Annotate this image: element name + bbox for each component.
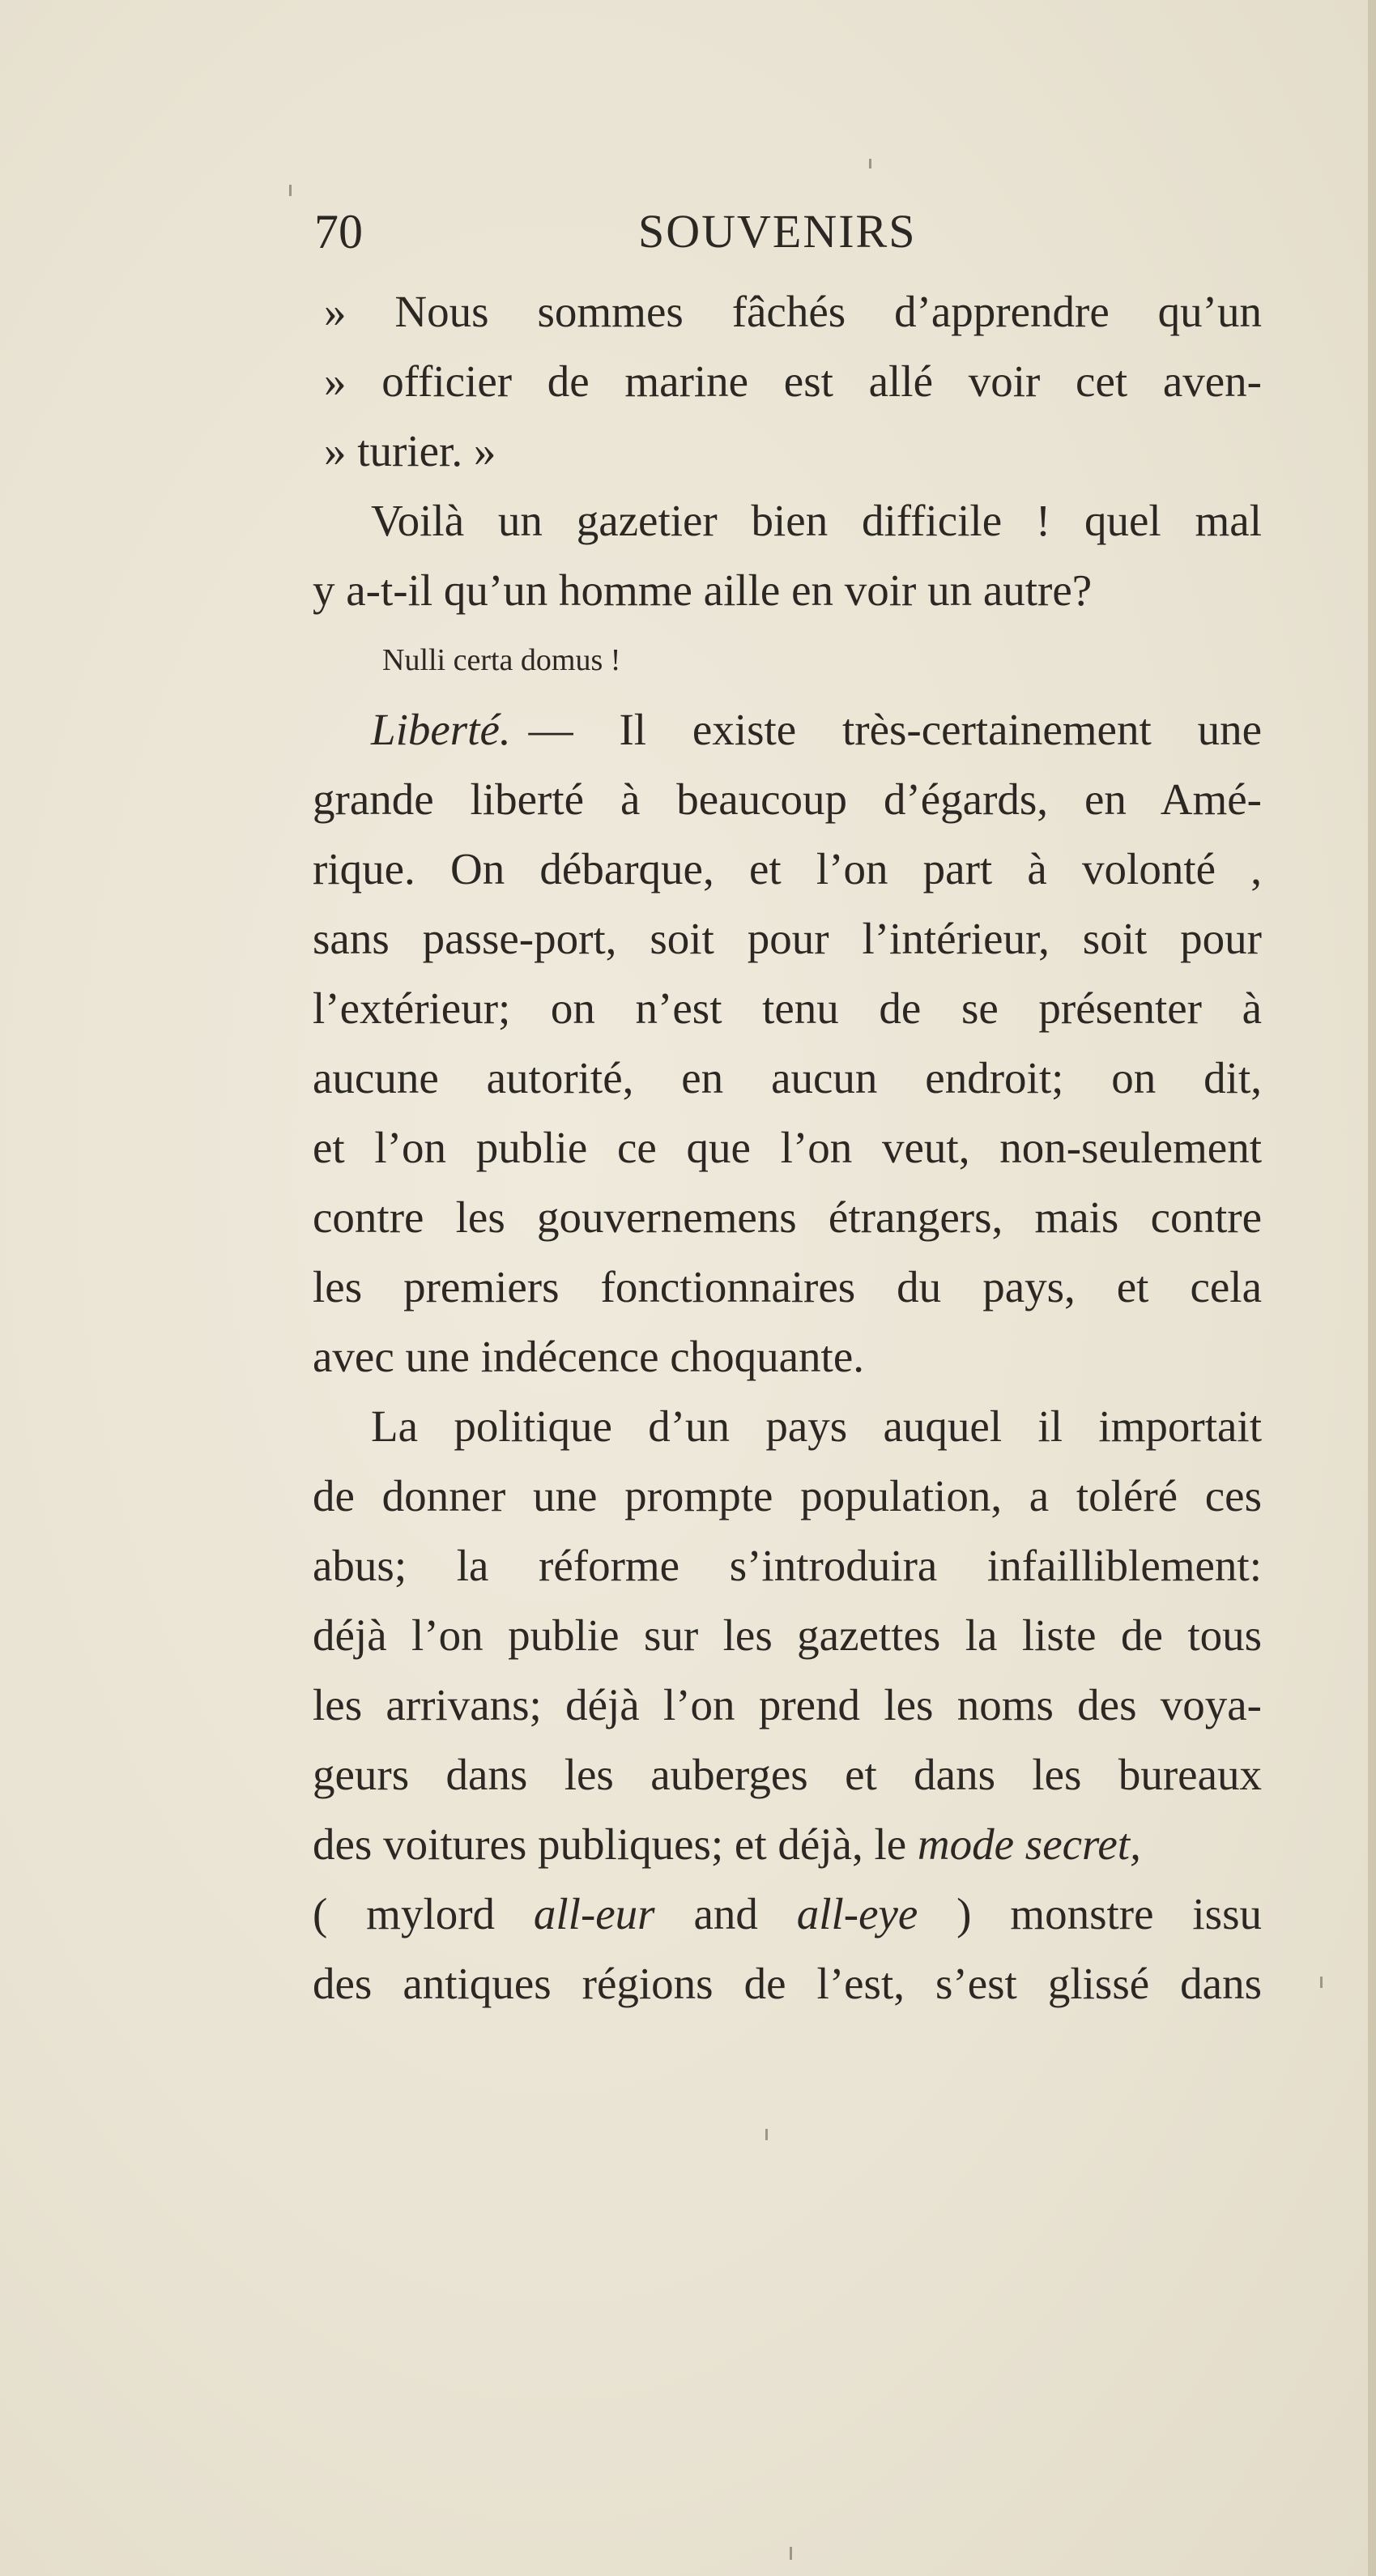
italic-span: all-eur (533, 1889, 655, 1938)
text-line: abus; la réforme s’introduira infailliblement: (313, 1541, 1262, 1590)
text-line: les arrivans; déjà l’on prend les noms des voya- (313, 1680, 1262, 1729)
paper-speck (869, 159, 871, 168)
running-head: SOUVENIRS (638, 205, 917, 258)
paper-speck (289, 185, 292, 196)
text-line: » turier. » (324, 426, 496, 476)
text-line: l’extérieur; on n’est tenu de se présenter à (313, 983, 1262, 1033)
text-span: des voitures publiques; et déjà, le (313, 1819, 918, 1869)
text-span: ( mylord (313, 1889, 534, 1938)
latin-epigraph: Nulli certa domus ! (382, 643, 621, 677)
text-line (313, 695, 1262, 765)
paper-speck (765, 2129, 768, 2140)
text-span: and (654, 1889, 797, 1938)
text-span: — Il existe très-certainement une (528, 705, 1262, 754)
text-span: ) monstre issu (918, 1889, 1262, 1938)
paper-speck (790, 2547, 792, 2560)
text-line: rique. On débarque, et l’on part à volonté , (313, 844, 1262, 893)
text-line: contre les gouvernemens étrangers, mais contre (313, 1192, 1262, 1242)
italic-span: all-eye (796, 1889, 918, 1938)
text-line: y a-t-il qu’un homme aille en voir un autre? (313, 565, 1093, 615)
text-line: déjà l’on publie sur les gazettes la liste de tous (313, 1610, 1262, 1660)
text-line: » officier de marine est allé voir cet aven- (324, 356, 1262, 406)
text-line: des antiques régions de l’est, s’est glissé dans (313, 1959, 1262, 2008)
text-line: » Nous sommes fâchés d’apprendre qu’un (324, 287, 1262, 336)
text-line: grande liberté à beaucoup d’égards, en Amé- (313, 774, 1262, 824)
paper-speck (1320, 1977, 1323, 1988)
italic-span: mode secret, (917, 1819, 1141, 1869)
text-line: aucune autorité, en aucun endroit; on dit, (313, 1053, 1262, 1102)
text-line: de donner une prompte population, a toléré ces (313, 1471, 1262, 1520)
page-number: 70 (314, 205, 363, 258)
text-line: et l’on publie ce que l’on veut, non-seulement (313, 1123, 1262, 1172)
text-line: La politique d’un pays auquel il importait (371, 1401, 1262, 1451)
page-header (314, 204, 1266, 277)
text-line: les premiers fonctionnaires du pays, et cela (313, 1262, 1262, 1311)
body-text (313, 277, 1262, 2019)
text-line: sans passe-port, soit pour l’intérieur, soit pour (313, 914, 1262, 963)
text-line: Voilà un gazetier bien difficile ! quel mal (371, 496, 1262, 545)
text-line (313, 1879, 1262, 1949)
page-edge (1368, 0, 1376, 2576)
text-line: avec une indécence choquante. (313, 1332, 865, 1381)
text-line: geurs dans les auberges et dans les bureaux (313, 1750, 1262, 1799)
text-line (313, 1810, 1262, 1879)
section-heading-liberte: Liberté. (371, 705, 511, 754)
